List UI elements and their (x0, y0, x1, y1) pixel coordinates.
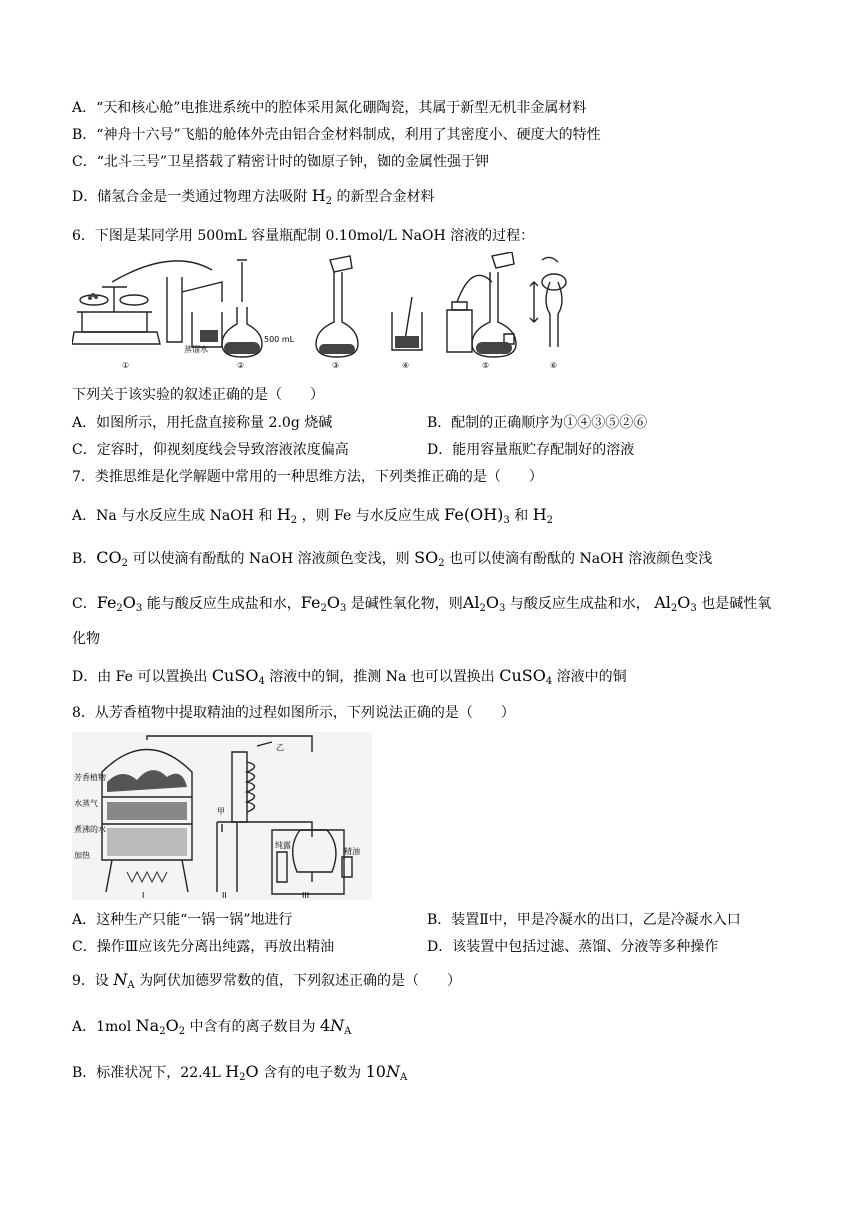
q7-option-b: B．$CO_2$ 可以使滴有酚酞的 NaOH 溶液颜色变浅，则 $SO_2$ 也可以使滴有酚酞的 NaOH 溶液颜色变浅 (72, 548, 713, 569)
q8-option-c: C．操作Ⅲ应该先分离出纯露，再放出精油 (72, 939, 335, 955)
q7-option-c-cont: 化物 (72, 631, 100, 647)
q8-option-a: A．这种生产只能“一锅一锅”地进行 (72, 912, 293, 928)
q8-option-d: D．该装置中包括过滤、蒸馏、分液等多种操作 (427, 939, 719, 955)
q7-option-d: D．由 Fe 可以置换出 CuSO$_4$ 溶液中的铜，推测 Na 也可以置换出 CuSO$_4$ 溶液中的铜 (72, 666, 627, 687)
q6-label-water: 蒸馏水 (184, 345, 208, 354)
q8-label-oil: 精油 (344, 847, 360, 856)
q6-question: 下列关于该实验的叙述正确的是（ ） (72, 387, 324, 403)
q5-option-d: D．储氢合金是一类通过物理方法吸附 $H_2$ 的新型合金材料 (72, 186, 435, 207)
q6-step-2: ② (237, 361, 245, 370)
q7-option-a: A．Na 与水反应生成 NaOH 和 $H_2$ ，则 Fe 与水反应生成 $Fe(OH)_3$ 和 $H_2$ (72, 505, 554, 526)
q9-option-b: B．标准状况下，22.4L $H_2O$ 含有的电子数为 $10N_A$ (72, 1062, 408, 1083)
q6-step-1: ① (122, 361, 130, 370)
q6-step-4: ④ (402, 361, 410, 370)
q6-step-3: ③ (332, 361, 340, 370)
q8-label-i: I (142, 891, 145, 900)
q6-option-b: B．配制的正确顺序为①④③⑤②⑥ (427, 415, 648, 431)
q8-label-water: 煮沸的水 (74, 825, 106, 834)
q6-option-c: C．定容时，仰视刻度线会导致溶液浓度偏高 (72, 442, 349, 458)
q8-stem: 8．从芳香植物中提取精油的过程如图所示，下列说法正确的是（ ） (72, 705, 515, 721)
q9-option-a: A．1mol $Na_2O_2$ 中含有的离子数目为 $4N_A$ (72, 1016, 352, 1037)
q8-label-yi: 乙 (276, 743, 284, 752)
q6-label-vol: 500 mL (264, 335, 295, 344)
q8-label-ii: II (222, 891, 227, 900)
q5-option-c: C．“北斗三号”卫星搭载了精密计时的铷原子钟，铷的金属性强于钾 (72, 154, 490, 170)
q6-option-d: D．能用容量瓶贮存配制好的溶液 (427, 442, 635, 458)
q8-label-iii: III (302, 891, 310, 900)
q8-label-steam: 水蒸气 (74, 799, 98, 808)
q8-figure (72, 732, 372, 900)
q6-option-a: A．如图所示，用托盘直接称量 2.0g 烧碱 (72, 415, 333, 431)
q6-figure (72, 252, 582, 370)
q8-label-plant: 芳香植物 (74, 773, 106, 782)
q7-option-c: C．$Fe_2O_3$ 能与酸反应生成盐和水，$Fe_2O_3$ 是碱性氧化物，则$Al_2O_3$ 与酸反应生成盐和水， $Al_2O_3$ 也是碱性氧 (72, 593, 772, 614)
q6-stem: 6．下图是某同学用 500mL 容量瓶配制 0.10mol/L NaOH 溶液的过程： (72, 228, 535, 244)
q8-option-b: B．装置Ⅱ中，甲是冷凝水的出口，乙是冷凝水入口 (427, 912, 741, 928)
q5-option-a: A．“天和核心舱”电推进系统中的腔体采用氮化硼陶瓷，其属于新型无机非金属材料 (72, 100, 587, 116)
q6-step-5: ⑤ (482, 361, 490, 370)
q8-label-jia: 甲 (217, 807, 225, 816)
q6-step-6: ⑥ (550, 361, 558, 370)
q8-label-pure: 纯露 (275, 841, 291, 850)
q8-label-heat: 加热 (74, 851, 90, 860)
q5-option-b: B．“神舟十六号”飞船的舱体外壳由铝合金材料制成，利用了其密度小、硬度大的特性 (72, 127, 601, 143)
q9-stem: 9．设 $N_A$ 为阿伏加德罗常数的值，下列叙述正确的是（ ） (72, 970, 462, 991)
q7-stem: 7．类推思维是化学解题中常用的一种思维方法，下列类推正确的是（ ） (72, 469, 543, 485)
